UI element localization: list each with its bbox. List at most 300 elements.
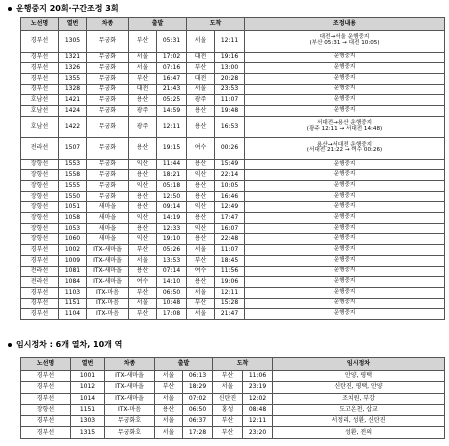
cell-arr-time: 12:11 [243, 416, 273, 427]
cell-route: 호남선 [21, 105, 59, 116]
cell-dep-time: 12:11 [157, 116, 187, 138]
cell-dep-time: 12:33 [157, 223, 187, 234]
cell-dep-time: 14:59 [157, 105, 187, 116]
temporary-stop-table [20, 357, 445, 439]
cell-dep-time: 14:19 [157, 213, 187, 224]
cell-dep-time: 11:44 [157, 159, 187, 170]
adjustment-text: 운행중지 [333, 96, 356, 103]
table-row [21, 138, 445, 160]
adjustment-text: 서대전→용산 운행중지 [316, 120, 373, 127]
cell-route: 경부선 [21, 31, 59, 53]
cell-route: 장항선 [21, 202, 59, 213]
cell-arr-station: 부산 [213, 371, 243, 382]
cell-train-no: 1103 [59, 287, 87, 298]
cell-arr-station: 용산 [187, 159, 215, 170]
table-row [21, 416, 445, 427]
cell-dep-station: 용산 [129, 138, 157, 160]
table-row [21, 52, 445, 63]
cell-dep-time: 19:10 [157, 234, 187, 245]
cell-route: 경부선 [21, 63, 59, 74]
cell-train-type: ITX-마음 [105, 404, 155, 415]
cell-arr-station: 부산 [187, 255, 215, 266]
cell-train-type: 무궁화 [87, 63, 129, 74]
header-train-no: 열번 [59, 18, 87, 31]
cell-arr-time: 16:07 [215, 223, 245, 234]
cell-route: 전라선 [21, 266, 59, 277]
cell-train-no: 1355 [59, 73, 87, 84]
cell-dep-station: 용산 [129, 223, 157, 234]
cell-arr-station: 익산 [187, 170, 215, 181]
cell-train-no: 1081 [59, 266, 87, 277]
table-row [21, 170, 445, 181]
cell-train-type: ITX-새마을 [105, 382, 155, 393]
cell-train-no: 1151 [71, 404, 105, 415]
cell-arr-station: 여수 [187, 266, 215, 277]
cell-train-type: 무궁화 [87, 170, 129, 181]
cell-arr-station: 홍성 [213, 404, 243, 415]
cell-dep-station: 광주 [129, 116, 157, 138]
cell-dep-time: 05:31 [157, 31, 187, 53]
cell-dep-station: 서울 [129, 255, 157, 266]
header-route: 노선명 [21, 18, 59, 31]
cell-dep-time: 12:50 [157, 191, 187, 202]
bullet-icon [8, 343, 12, 347]
cell-adjustment [245, 266, 445, 277]
cell-train-type: 무궁화호 [105, 427, 155, 438]
cell-adjustment [245, 234, 445, 245]
cell-dep-station: 서울 [155, 371, 183, 382]
adjustment-text: 운행중지 [333, 171, 356, 178]
cell-dep-station: 서울 [155, 427, 183, 438]
cell-adjustment [245, 298, 445, 309]
table-row [21, 159, 445, 170]
adjustment-text: (광주 12:11 → 서대전 14:48) [306, 125, 383, 132]
cell-arr-time: 20:28 [215, 73, 245, 84]
cell-train-type: 무궁화 [87, 159, 129, 170]
cell-train-no: 1060 [59, 234, 87, 245]
adjustment-text: 운행중지 [333, 235, 356, 242]
cell-route: 경부선 [21, 393, 71, 404]
header-departure: 출발 [129, 18, 187, 31]
cell-route: 경부선 [21, 84, 59, 95]
cell-dep-station: 용산 [129, 95, 157, 106]
cell-arr-time: 12:11 [215, 31, 245, 53]
adjustment-text: 운행중지 [333, 160, 356, 167]
cell-adjustment [245, 245, 445, 256]
cell-dep-time: 16:47 [157, 73, 187, 84]
cell-dep-station: 서울 [129, 63, 157, 74]
adjustment-text: 대전→서울 운행중지 [319, 34, 370, 41]
cell-dep-time: 07:16 [157, 63, 187, 74]
table-row [21, 404, 445, 415]
cell-dep-time: 05:25 [157, 95, 187, 106]
bullet-icon [8, 7, 12, 11]
cell-train-type: 무궁화 [87, 138, 129, 160]
cell-adjustment [245, 52, 445, 63]
cell-train-no: 1555 [59, 181, 87, 192]
cell-dep-station: 광주 [129, 105, 157, 116]
table-row [21, 298, 445, 309]
cell-arr-time: 21:47 [215, 309, 245, 320]
cell-dep-station: 익산 [129, 181, 157, 192]
cell-adjustment [245, 170, 445, 181]
cell-route: 경부선 [21, 255, 59, 266]
table-row [21, 95, 445, 106]
table-row [21, 223, 445, 234]
cell-adjustment [245, 63, 445, 74]
cell-train-no: 1558 [59, 170, 87, 181]
cell-arr-time: 23:20 [243, 427, 273, 438]
cell-arr-time: 12:02 [243, 393, 273, 404]
adjustment-text: 운행중지 [333, 299, 356, 306]
cell-route: 경부선 [21, 298, 59, 309]
cell-temporary-stops: 서정리, 성환, 신탄진 [273, 416, 445, 427]
cell-arr-time: 12:11 [215, 287, 245, 298]
cell-adjustment [245, 138, 445, 160]
cell-train-no: 1012 [71, 382, 105, 393]
adjustment-text: 운행중지 [333, 181, 356, 188]
adjustment-text: (서대전 21:22 → 여수 00:26) [306, 147, 383, 154]
header-temporary-stop: 임시정차 [273, 358, 445, 371]
cell-arr-station: 부산 [213, 427, 243, 438]
adjustment-text: 운행중지 [333, 256, 356, 263]
table-row [21, 266, 445, 277]
cell-train-type: ITX-새마을 [87, 245, 129, 256]
cell-train-type: ITX-마음 [87, 287, 129, 298]
cell-dep-time: 06:50 [157, 287, 187, 298]
cell-train-no: 1053 [59, 223, 87, 234]
cell-adjustment [245, 255, 445, 266]
cell-train-type: ITX-마음 [87, 298, 129, 309]
cell-adjustment [245, 191, 445, 202]
header-train-no: 열번 [71, 358, 105, 371]
cell-arr-station: 대전 [187, 73, 215, 84]
cell-route: 경부선 [21, 52, 59, 63]
cell-route: 경부선 [21, 416, 71, 427]
suspension-table [20, 17, 445, 320]
cell-route: 경부선 [21, 287, 59, 298]
cell-route: 경부선 [21, 371, 71, 382]
cell-temporary-stops: 안양, 평택 [273, 371, 445, 382]
cell-train-no: 1151 [59, 298, 87, 309]
table-row [21, 105, 445, 116]
cell-arr-time: 23:53 [215, 84, 245, 95]
cell-arr-time: 12:49 [215, 202, 245, 213]
cell-arr-time: 19:48 [215, 105, 245, 116]
cell-train-type: ITX-새마을 [87, 277, 129, 288]
cell-route: 경부선 [21, 309, 59, 320]
cell-train-type: ITX-새마을 [87, 255, 129, 266]
cell-arr-station: 여수 [187, 138, 215, 160]
cell-temporary-stops: 성환, 전의 [273, 427, 445, 438]
cell-adjustment [245, 84, 445, 95]
cell-route: 장항선 [21, 181, 59, 192]
cell-adjustment [245, 95, 445, 106]
table-row [21, 234, 445, 245]
cell-dep-station: 용산 [129, 170, 157, 181]
header-train-type: 차종 [105, 358, 155, 371]
cell-train-type: ITX-새마을 [105, 393, 155, 404]
cell-train-type: 무궁화 [87, 95, 129, 106]
cell-dep-station: 부산 [129, 73, 157, 84]
cell-train-no: 1321 [59, 52, 87, 63]
cell-adjustment [245, 223, 445, 234]
cell-route: 장항선 [21, 213, 59, 224]
cell-arr-station: 용산 [187, 234, 215, 245]
cell-route: 호남선 [21, 116, 59, 138]
cell-dep-station: 대전 [129, 84, 157, 95]
cell-adjustment [245, 73, 445, 84]
table-row [21, 202, 445, 213]
cell-arr-time: 15:28 [215, 298, 245, 309]
cell-train-type: 무궁화 [87, 191, 129, 202]
cell-dep-time: 13:53 [157, 255, 187, 266]
header-arrival: 도착 [187, 18, 245, 31]
cell-train-type: ITX-마음 [87, 309, 129, 320]
cell-arr-station: 익산 [187, 223, 215, 234]
cell-dep-station: 서울 [155, 416, 183, 427]
table-row [21, 371, 445, 382]
cell-route: 경부선 [21, 382, 71, 393]
cell-arr-time: 11:06 [243, 371, 273, 382]
cell-train-no: 1009 [59, 255, 87, 266]
cell-dep-station: 부산 [129, 309, 157, 320]
cell-train-no: 1305 [59, 31, 87, 53]
cell-train-type: 새마을 [87, 202, 129, 213]
cell-train-type: 무궁화 [87, 181, 129, 192]
header-arrival: 도착 [213, 358, 273, 371]
cell-train-type: 무궁화 [87, 73, 129, 84]
cell-arr-station: 서울 [187, 31, 215, 53]
cell-train-no: 1058 [59, 213, 87, 224]
cell-dep-station: 부산 [129, 287, 157, 298]
cell-arr-station: 서울 [187, 287, 215, 298]
cell-dep-time: 06:13 [183, 371, 213, 382]
adjustment-text: (부산 05:31 → 대전 10:05) [309, 40, 380, 47]
adjustment-text: 운행중지 [333, 213, 356, 220]
table-row [21, 116, 445, 138]
cell-route: 전라선 [21, 277, 59, 288]
cell-train-no: 1553 [59, 159, 87, 170]
cell-train-no: 1424 [59, 105, 87, 116]
cell-arr-station: 용산 [187, 191, 215, 202]
table-row [21, 382, 445, 393]
cell-train-no: 1328 [59, 84, 87, 95]
cell-arr-station: 용산 [187, 105, 215, 116]
cell-arr-station: 광주 [187, 95, 215, 106]
cell-dep-station: 익산 [129, 159, 157, 170]
cell-adjustment [245, 287, 445, 298]
table-row [21, 73, 445, 84]
cell-train-no: 1421 [59, 95, 87, 106]
cell-train-type: 무궁화 [87, 105, 129, 116]
cell-dep-time: 18:29 [183, 382, 213, 393]
cell-route: 경부선 [21, 245, 59, 256]
cell-dep-time: 18:21 [157, 170, 187, 181]
cell-route: 경부선 [21, 73, 59, 84]
cell-dep-time: 17:02 [157, 52, 187, 63]
cell-arr-station: 용산 [187, 181, 215, 192]
adjustment-text: 운행중지 [333, 310, 356, 317]
cell-train-no: 1315 [71, 427, 105, 438]
cell-train-no: 1326 [59, 63, 87, 74]
cell-train-no: 1422 [59, 116, 87, 138]
cell-arr-time: 16:46 [215, 191, 245, 202]
cell-dep-station: 용산 [129, 191, 157, 202]
adjustment-text: 운행중지 [333, 203, 356, 210]
adjustment-text: 운행중지 [333, 64, 356, 71]
cell-adjustment [245, 213, 445, 224]
cell-train-type: 무궁화 [87, 84, 129, 95]
cell-dep-time: 05:18 [157, 181, 187, 192]
cell-arr-time: 11:56 [215, 266, 245, 277]
cell-route: 호남선 [21, 95, 59, 106]
cell-dep-station: 서울 [129, 52, 157, 63]
table-row [21, 31, 445, 53]
adjustment-text: 운행중지 [333, 267, 356, 274]
cell-route: 장항선 [21, 159, 59, 170]
cell-train-no: 1084 [59, 277, 87, 288]
cell-dep-station: 서울 [155, 393, 183, 404]
cell-train-no: 1001 [71, 371, 105, 382]
adjustment-text: 운행중지 [333, 85, 356, 92]
adjustment-text: 운행중지 [333, 53, 356, 60]
cell-train-type: 새마을 [87, 234, 129, 245]
cell-dep-time: 05:26 [157, 245, 187, 256]
cell-dep-time: 17:28 [183, 427, 213, 438]
cell-arr-station: 서울 [213, 382, 243, 393]
cell-train-type: 새마을 [87, 223, 129, 234]
header-train-type: 차종 [87, 18, 129, 31]
cell-arr-time: 08:48 [243, 404, 273, 415]
cell-route: 장항선 [21, 404, 71, 415]
adjustment-text: 용산→서대전 운행중지 [316, 141, 373, 148]
cell-temporary-stops: 신탄진, 평택, 안양 [273, 382, 445, 393]
cell-arr-station: 대전 [187, 52, 215, 63]
cell-route: 전라선 [21, 138, 59, 160]
cell-adjustment [245, 277, 445, 288]
cell-route: 장항선 [21, 223, 59, 234]
cell-dep-station: 부산 [129, 31, 157, 53]
table-row [21, 84, 445, 95]
cell-train-type: 무궁화 [87, 116, 129, 138]
cell-arr-time: 00:26 [215, 138, 245, 160]
cell-adjustment [245, 309, 445, 320]
cell-adjustment [245, 116, 445, 138]
cell-train-no: 1507 [59, 138, 87, 160]
table-header-row [21, 358, 445, 371]
table-row [21, 245, 445, 256]
table-row [21, 393, 445, 404]
cell-dep-time: 21:43 [157, 84, 187, 95]
cell-dep-station: 부산 [129, 245, 157, 256]
cell-arr-station: 부산 [213, 416, 243, 427]
cell-temporary-stops: 조치원, 부강 [273, 393, 445, 404]
cell-dep-station: 용산 [129, 202, 157, 213]
cell-dep-station: 익산 [129, 213, 157, 224]
cell-arr-time: 22:14 [215, 170, 245, 181]
section1-heading [8, 3, 119, 14]
cell-train-no: 1550 [59, 191, 87, 202]
cell-dep-station: 용산 [129, 266, 157, 277]
adjustment-text: 운행중지 [333, 246, 356, 253]
cell-arr-time: 19:06 [215, 277, 245, 288]
cell-arr-time: 13:00 [215, 63, 245, 74]
cell-train-type: 무궁화호 [105, 416, 155, 427]
header-departure: 출발 [155, 358, 213, 371]
table-row [21, 309, 445, 320]
cell-dep-time: 14:10 [157, 277, 187, 288]
cell-arr-station: 신탄진 [213, 393, 243, 404]
cell-arr-station: 부산 [187, 298, 215, 309]
cell-arr-station: 용산 [187, 213, 215, 224]
cell-arr-station: 용산 [187, 277, 215, 288]
cell-dep-time: 07:02 [183, 393, 213, 404]
cell-train-type: 무궁화 [87, 31, 129, 53]
cell-adjustment [245, 31, 445, 53]
section2-title: 임시정차 : 6개 열차, 10개 역 [16, 340, 123, 349]
adjustment-text: 운행중지 [333, 192, 356, 199]
cell-temporary-stops: 도고온천, 삽교 [273, 404, 445, 415]
section1-title: 운행중지 20회·구간조정 3회 [16, 4, 119, 13]
cell-adjustment [245, 202, 445, 213]
cell-dep-time: 06:50 [183, 404, 213, 415]
cell-dep-station: 부산 [155, 382, 183, 393]
cell-arr-station: 익산 [187, 202, 215, 213]
cell-route: 장항선 [21, 170, 59, 181]
cell-train-type: 무궁화 [87, 52, 129, 63]
section2-heading [8, 339, 122, 350]
cell-arr-time: 18:45 [215, 255, 245, 266]
cell-arr-time: 15:49 [215, 159, 245, 170]
cell-arr-station: 서울 [187, 309, 215, 320]
cell-arr-time: 23:19 [243, 382, 273, 393]
cell-arr-time: 17:47 [215, 213, 245, 224]
cell-route: 장항선 [21, 191, 59, 202]
cell-dep-time: 10:48 [157, 298, 187, 309]
cell-train-no: 1303 [71, 416, 105, 427]
table-row [21, 63, 445, 74]
cell-adjustment [245, 181, 445, 192]
cell-dep-station: 서울 [129, 298, 157, 309]
table-header-row [21, 18, 445, 31]
adjustment-text: 운행중지 [333, 278, 356, 285]
cell-arr-station: 부산 [187, 63, 215, 74]
header-route: 노선명 [21, 358, 71, 371]
table-row [21, 277, 445, 288]
cell-route: 경부선 [21, 427, 71, 438]
cell-route: 장항선 [21, 234, 59, 245]
cell-dep-station: 익산 [129, 234, 157, 245]
cell-adjustment [245, 159, 445, 170]
cell-arr-station: 서울 [187, 84, 215, 95]
cell-dep-time: 19:15 [157, 138, 187, 160]
cell-dep-station: 용산 [155, 404, 183, 415]
cell-train-no: 1014 [71, 393, 105, 404]
table-row [21, 181, 445, 192]
cell-train-no: 1104 [59, 309, 87, 320]
cell-dep-time: 17:08 [157, 309, 187, 320]
adjustment-text: 운행중지 [333, 106, 356, 113]
cell-dep-station: 여수 [129, 277, 157, 288]
cell-dep-time: 07:14 [157, 266, 187, 277]
header-adjustment: 조정내용 [245, 18, 445, 31]
cell-train-type: ITX-새마을 [105, 371, 155, 382]
cell-arr-time: 11:07 [215, 245, 245, 256]
table-row [21, 255, 445, 266]
adjustment-text: 운행중지 [333, 224, 356, 231]
cell-train-type: 새마을 [87, 213, 129, 224]
